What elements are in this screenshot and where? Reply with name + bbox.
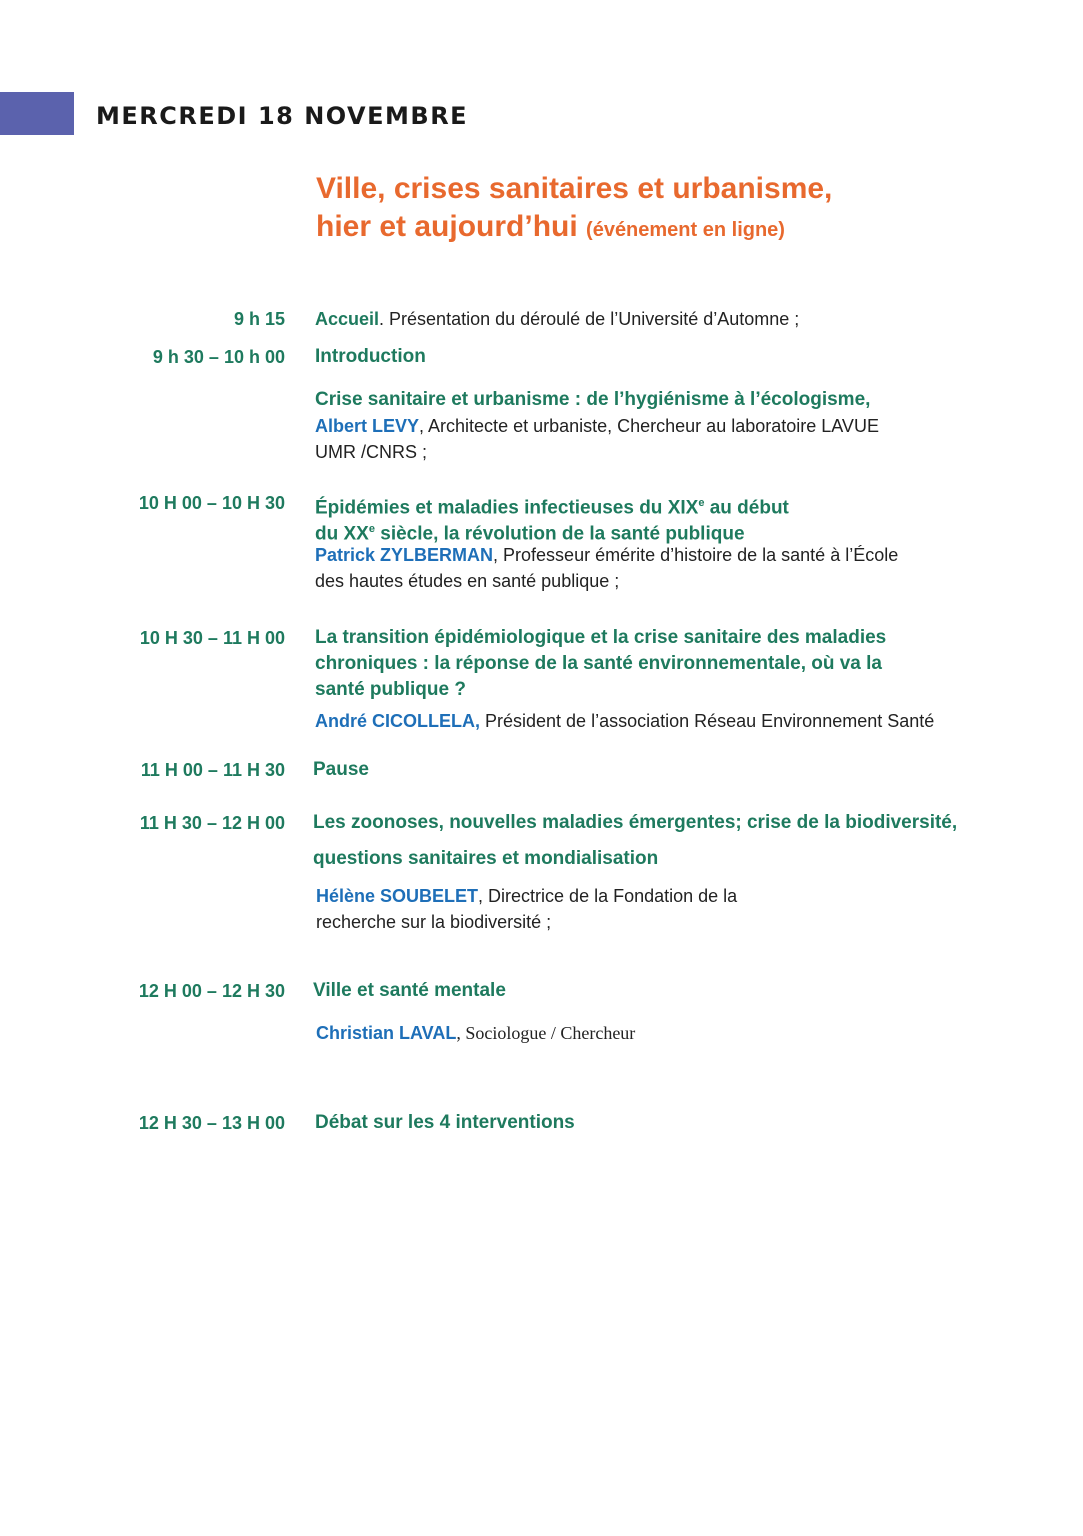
talk-title-cont: questions sanitaires et mondialisation bbox=[313, 848, 659, 869]
speaker-line: Albert LEVY, Architecte et urbaniste, Chercheur au laboratoire LAVUE bbox=[315, 416, 879, 436]
session-time: 11 H 00 – 11 H 30 bbox=[140, 760, 285, 780]
session-text: Accueil. Présentation du déroulé de l’Université d’Automne ; bbox=[315, 309, 800, 329]
talk-title: La transition épidémiologique et la crise sanitaire des maladies bbox=[315, 627, 887, 648]
speaker-line: Hélène SOUBELET, Directrice de la Fondation de la bbox=[316, 886, 738, 906]
speaker-affiliation: recherche sur la biodiversité ; bbox=[316, 912, 552, 932]
session-time: 10 H 30 – 11 H 00 bbox=[139, 628, 285, 648]
header-color-bar bbox=[0, 92, 74, 135]
talk-title: Crise sanitaire et urbanisme : de l’hygiénisme à l’écologisme, bbox=[315, 389, 871, 410]
title-line-1: Ville, crises sanitaires et urbanisme, bbox=[316, 172, 833, 205]
session-time: 9 h 15 bbox=[233, 309, 285, 329]
speaker-line: Patrick ZYLBERMAN, Professeur émérite d’histoire de la santé à l’École bbox=[315, 545, 899, 565]
session-time: 12 H 30 – 13 H 00 bbox=[138, 1113, 285, 1133]
title-line-2: hier et aujourd’hui (événement en ligne) bbox=[316, 210, 785, 243]
talk-title-cont: du XXe siècle, la révolution de la santé publique bbox=[315, 523, 745, 545]
session-label: Pause bbox=[313, 759, 369, 780]
session-time: 11 H 30 – 12 H 00 bbox=[139, 813, 285, 833]
talk-title: Les zoonoses, nouvelles maladies émergentes; crise de la biodiversité, bbox=[313, 812, 958, 833]
event-date: MERCREDI 18 NOVEMBRE bbox=[96, 102, 469, 130]
talk-title: Épidémies et maladies infectieuses du XIXe au début bbox=[315, 497, 789, 519]
talk-title-cont: santé publique ? bbox=[315, 679, 466, 700]
session-label: Débat sur les 4 interventions bbox=[315, 1112, 575, 1133]
session-label: Introduction bbox=[315, 346, 426, 367]
talk-title-cont: chroniques : la réponse de la santé environnementale, où va la bbox=[315, 653, 883, 674]
session-time: 10 H 00 – 10 H 30 bbox=[138, 493, 285, 513]
speaker-line: André CICOLLELA, Président de l’association Réseau Environnement Santé bbox=[315, 711, 935, 731]
session-time: 9 h 30 – 10 h 00 bbox=[152, 347, 285, 367]
speaker-line: Christian LAVAL, Sociologue / Chercheur bbox=[316, 1023, 636, 1043]
session-time: 12 H 00 – 12 H 30 bbox=[138, 981, 285, 1001]
page-title bbox=[316, 170, 832, 249]
session-label: Ville et santé mentale bbox=[313, 980, 506, 1001]
speaker-affiliation: des hautes études en santé publique ; bbox=[315, 571, 620, 591]
title-note: (événement en ligne) bbox=[586, 219, 785, 241]
speaker-affiliation: UMR /CNRS ; bbox=[315, 442, 427, 462]
